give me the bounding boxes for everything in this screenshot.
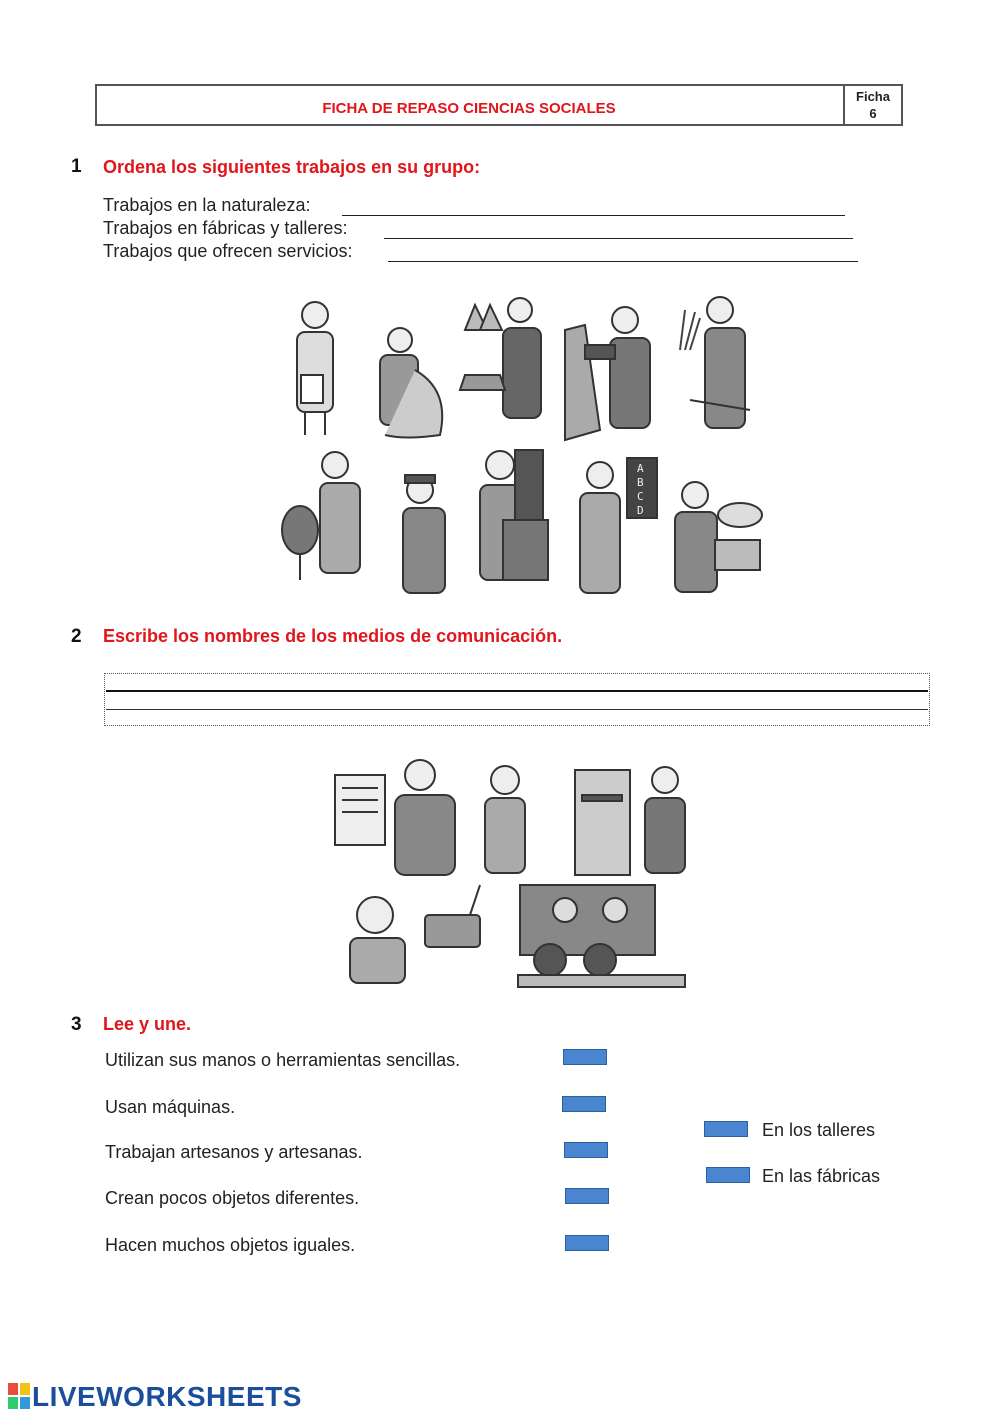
worksheet-title: FICHA DE REPASO CIENCIAS SOCIALES xyxy=(322,100,616,117)
match-box-statement-2[interactable] xyxy=(562,1096,606,1112)
media-answer-line-1 xyxy=(106,690,928,692)
liveworksheets-logo-text: LIVEWORKSHEETS xyxy=(32,1381,302,1412)
statement-artisans: Trabajan artesanos y artesanas. xyxy=(105,1142,363,1162)
statement-tools: Utilizan sus manos o herramientas sencillas. xyxy=(105,1050,461,1070)
potter-figure xyxy=(282,452,360,580)
newspaper-reader-figure xyxy=(335,760,455,875)
question-1-number: 1 xyxy=(71,156,82,177)
question-3-title: Lee y une. xyxy=(103,1014,192,1034)
media-answer-line-2 xyxy=(106,709,928,710)
teacher-figure xyxy=(580,458,657,593)
question-2-title: Escribe los nombres de los medios de comunicación. xyxy=(103,626,563,646)
jobs-illustration xyxy=(275,290,770,600)
media-answer-box[interactable] xyxy=(104,673,930,726)
shepherd-figure xyxy=(675,482,762,592)
statement-machines: Usan máquinas. xyxy=(105,1097,236,1117)
driller-figure xyxy=(565,307,650,440)
ironing-figure xyxy=(460,298,541,418)
match-box-talleres[interactable] xyxy=(704,1121,748,1137)
radio-listener-figure xyxy=(350,885,480,983)
statement-few-objects: Crean pocos objetos diferentes. xyxy=(105,1188,360,1208)
factory-jobs-label: Trabajos en fábricas y talleres: xyxy=(103,218,348,238)
ficha-badge xyxy=(845,88,901,122)
machinist-figure xyxy=(480,450,548,580)
liveworksheets-logo-icon xyxy=(8,1383,30,1409)
fisherman-figure xyxy=(380,328,442,438)
svg-text:A: A xyxy=(637,462,644,475)
match-box-statement-3[interactable] xyxy=(564,1142,608,1158)
svg-text:C: C xyxy=(637,490,644,503)
nature-jobs-label: Trabajos en la naturaleza: xyxy=(103,195,311,215)
match-box-statement-5[interactable] xyxy=(565,1235,609,1251)
svg-text:B: B xyxy=(637,476,644,489)
match-box-statement-1[interactable] xyxy=(563,1049,607,1065)
service-jobs-label: Trabajos que ofrecen servicios: xyxy=(103,241,353,261)
ficha-label: Ficha xyxy=(856,89,890,104)
mailbox-figure xyxy=(575,767,685,875)
service-jobs-answer-line[interactable] xyxy=(388,261,858,262)
question-3-number: 3 xyxy=(71,1014,82,1035)
question-1-title: Ordena los siguientes trabajos en su grupo: xyxy=(103,157,481,177)
liveworksheets-logo[interactable] xyxy=(8,1381,302,1413)
statement-many-objects: Hacen muchos objetos iguales. xyxy=(105,1235,356,1255)
doctor-figure xyxy=(297,302,333,435)
tv-watchers-figure xyxy=(518,885,685,987)
question-2-number: 2 xyxy=(71,626,82,647)
svg-text:D: D xyxy=(637,504,644,517)
match-box-statement-4[interactable] xyxy=(565,1188,609,1204)
nature-jobs-answer-line[interactable] xyxy=(342,215,845,216)
factory-jobs-answer-line[interactable] xyxy=(384,238,853,239)
target-fabricas: En las fábricas xyxy=(762,1166,881,1186)
target-talleres: En los talleres xyxy=(762,1120,876,1140)
match-box-fabricas[interactable] xyxy=(706,1167,750,1183)
police-figure xyxy=(403,475,445,593)
media-illustration xyxy=(330,750,710,990)
farmer-figure xyxy=(680,297,750,428)
phone-girl-figure xyxy=(485,766,525,873)
ficha-number: 6 xyxy=(869,106,877,121)
